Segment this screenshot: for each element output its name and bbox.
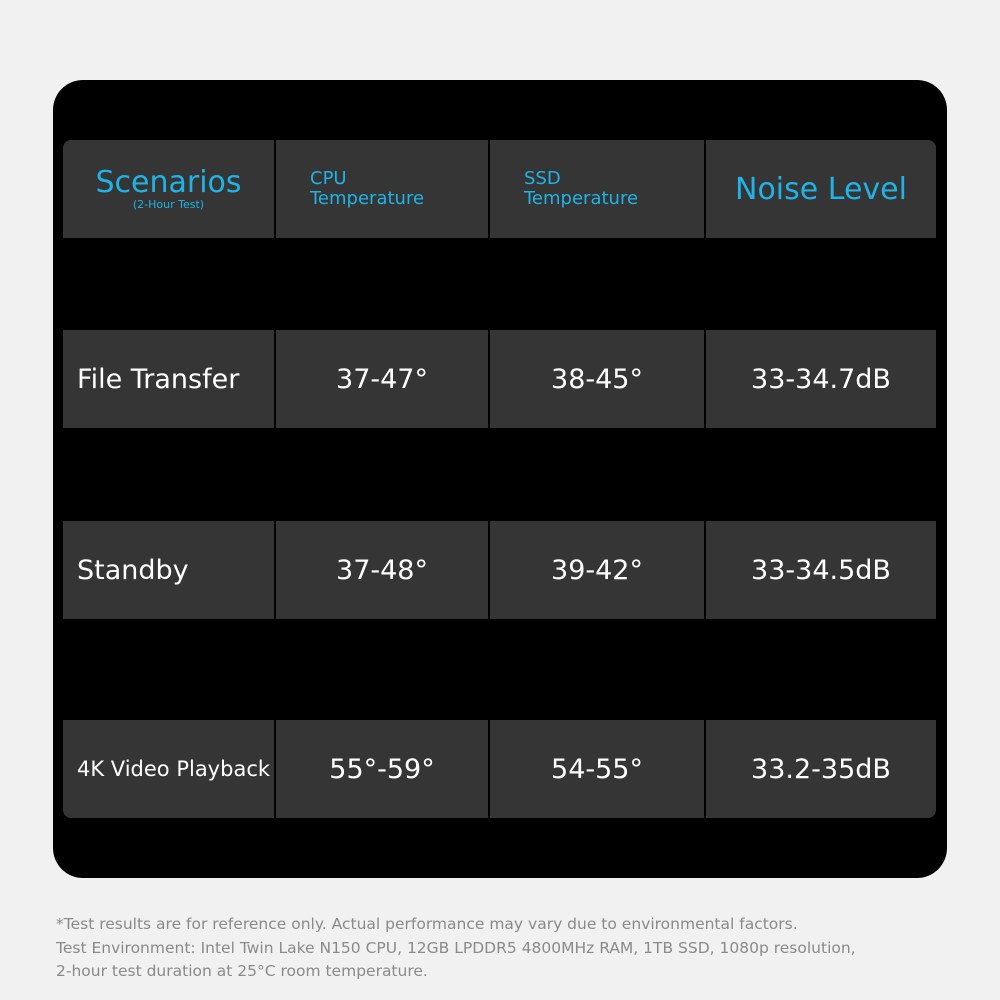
cpu-value: 55°-59° (329, 753, 435, 785)
noise-value: 33.2-35dB (751, 753, 891, 785)
header-ssd-label: SSD Temperature (524, 168, 639, 209)
table-row-2-cpu (276, 521, 488, 619)
ssd-value: 39-42° (551, 554, 643, 586)
table-row-3-noise (706, 720, 936, 818)
table-row-2-noise (706, 521, 936, 619)
table-row-1-ssd (490, 330, 704, 428)
table-row-1-cpu (276, 330, 488, 428)
cpu-value: 37-47° (336, 363, 428, 395)
table-row-1-noise (706, 330, 936, 428)
header-ssd (490, 140, 704, 238)
table-row-3-scenario (63, 720, 274, 818)
footnote (56, 913, 956, 984)
table-row-1-scenario (63, 330, 274, 428)
cpu-value: 37-48° (336, 554, 428, 586)
table-row-3-cpu (276, 720, 488, 818)
table-row-3-ssd (490, 720, 704, 818)
table-row-2-scenario (63, 521, 274, 619)
header-scenarios (63, 140, 274, 238)
table-row-2-ssd (490, 521, 704, 619)
noise-value: 33-34.5dB (751, 554, 891, 586)
header-cpu-label: CPU Temperature (310, 168, 425, 209)
header-cpu (276, 140, 488, 238)
scenario-label: 4K Video Playback (77, 757, 271, 781)
ssd-value: 38-45° (551, 363, 643, 395)
scenario-label: File Transfer (77, 363, 240, 395)
footnote-duration: 2-hour test duration at 25°C room temperature. (56, 962, 428, 980)
noise-value: 33-34.7dB (751, 363, 891, 395)
header-noise-label: Noise Level (735, 171, 907, 207)
ssd-value: 54-55° (551, 753, 643, 785)
comparison-table (53, 80, 947, 878)
header-noise (706, 140, 936, 238)
header-scenarios-label: Scenarios (95, 165, 242, 200)
footnote-disclaimer: *Test results are for reference only. Actual performance may vary due to environmental factors. (56, 915, 798, 933)
header-scenarios-sub: (2-Hour Test) (132, 198, 205, 211)
footnote-environment: Test Environment: Intel Twin Lake N150 CPU, 12GB LPDDR5 4800MHz RAM, 1TB SSD, 1080p resolution, (56, 938, 856, 957)
scenario-label: Standby (77, 554, 189, 586)
